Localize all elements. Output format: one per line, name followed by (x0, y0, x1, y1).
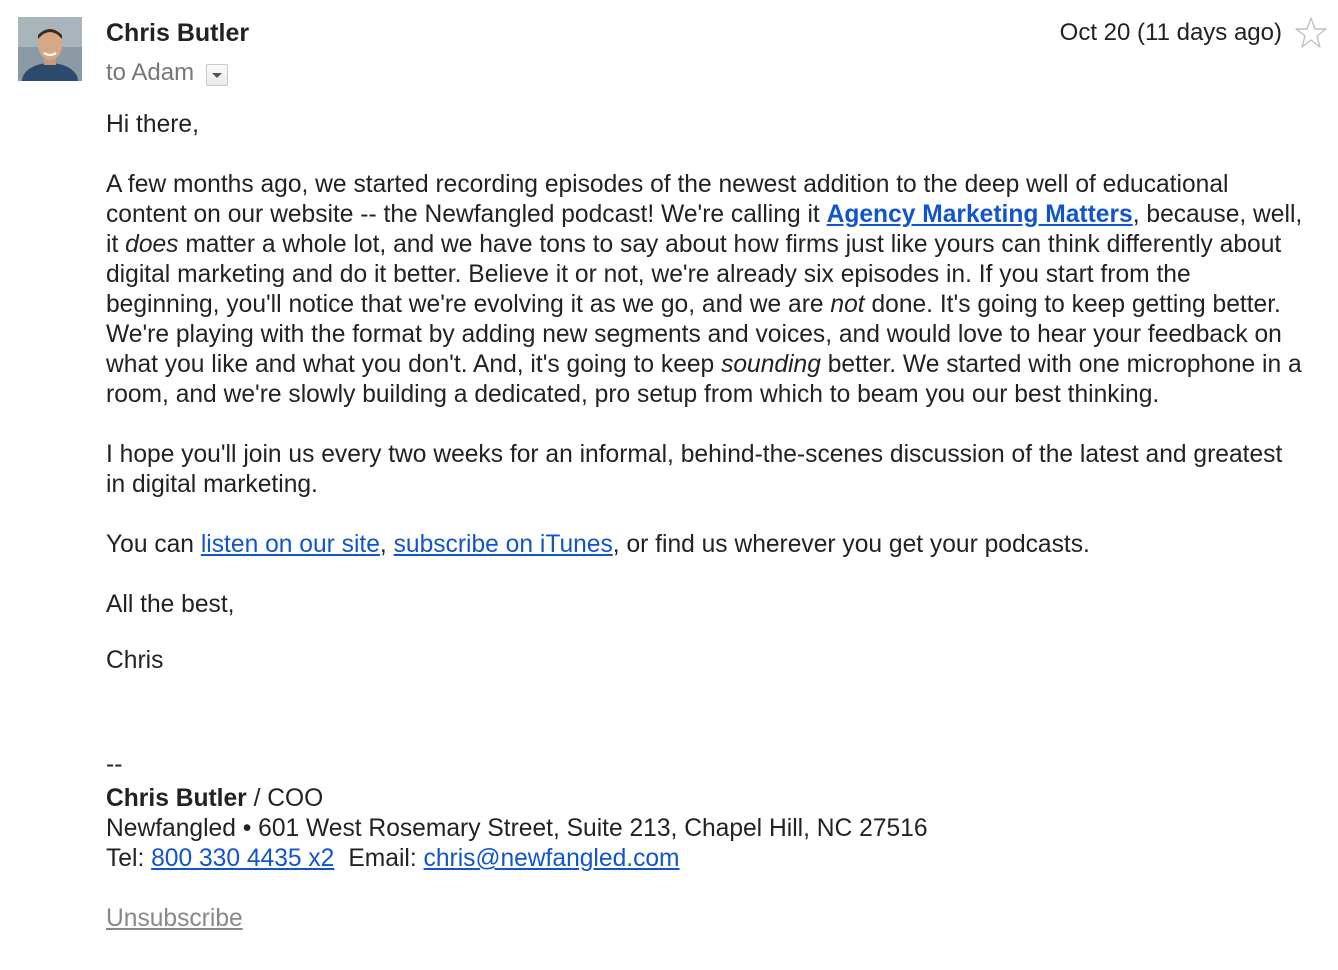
emphasis: sounding (721, 351, 821, 378)
avatar-photo (18, 17, 82, 81)
subscribe-itunes-link[interactable]: subscribe on iTunes (393, 531, 613, 558)
text-run: done. It's going to keep getting better. We're playing with the format by adding new segments and voices, and would love to hear your feedback on what you like and what you don't. And, it's going to keep (106, 291, 1282, 378)
emphasis: not (830, 291, 865, 318)
closing: All the best, (106, 591, 235, 618)
paragraph-invite: I hope you'll join us every two weeks for an informal, behind-the-scenes discussion of the latest and greatest in digital marketing. (106, 441, 1283, 498)
recipient-line (106, 58, 228, 88)
text-run: , (379, 531, 394, 558)
email-link[interactable]: chris@newfangled.com (423, 845, 680, 872)
tel-label: Tel: (106, 845, 152, 872)
text-run: A few months ago, we started recording episodes of the newest addition to the deep well of educational content on our website -- the Newfangled podcast! We're calling it (106, 171, 1229, 228)
text-run: matter a whole lot, and we have tons to say about how firms just like yours can think differently about digital marketing and do it better. Believe it or not, we're already six episodes in. If you start from the beginning, you'll notice that we're evolving it as we go, and we are (106, 231, 1282, 318)
signature-contact (106, 844, 1306, 874)
message-date: Oct 20 (11 days ago) (1059, 19, 1282, 46)
signature-name: Chris Butler (106, 785, 247, 812)
sender-avatar[interactable] (18, 17, 82, 81)
email-label: Email: (348, 845, 424, 872)
signoff-name: Chris (106, 647, 164, 674)
phone-link[interactable]: 800 330 4435 x2 (151, 845, 335, 872)
emphasis: does (125, 231, 179, 258)
agency-marketing-matters-link[interactable]: Agency Marketing Matters (826, 201, 1133, 228)
paragraph-links (106, 530, 1306, 560)
text-run: , or find us wherever you get your podcasts. (612, 531, 1090, 558)
text-run: , because, well, it (106, 201, 1303, 258)
text-run: You can (106, 531, 201, 558)
chevron-down-icon[interactable] (206, 64, 228, 86)
message-body (106, 110, 1306, 934)
recipient-label: to Adam (106, 59, 195, 86)
unsubscribe-link[interactable]: Unsubscribe (106, 905, 243, 932)
signature-name-line (106, 784, 1306, 814)
sender-name[interactable]: Chris Butler (106, 19, 250, 47)
signature-address: Newfangled • 601 West Rosemary Street, Suite 213, Chapel Hill, NC 27516 (106, 815, 928, 842)
listen-on-site-link[interactable]: listen on our site (200, 531, 380, 558)
text-run: better. We started with one microphone in a room, and we're slowly building a dedicated, pro setup from which to beam you our best thinking. (106, 351, 1302, 408)
paragraph-intro (106, 170, 1306, 410)
signature-dashes: -- (106, 751, 123, 778)
star-outline-icon[interactable] (1294, 16, 1328, 50)
signature-title: / COO (246, 785, 324, 812)
greeting: Hi there, (106, 111, 199, 138)
